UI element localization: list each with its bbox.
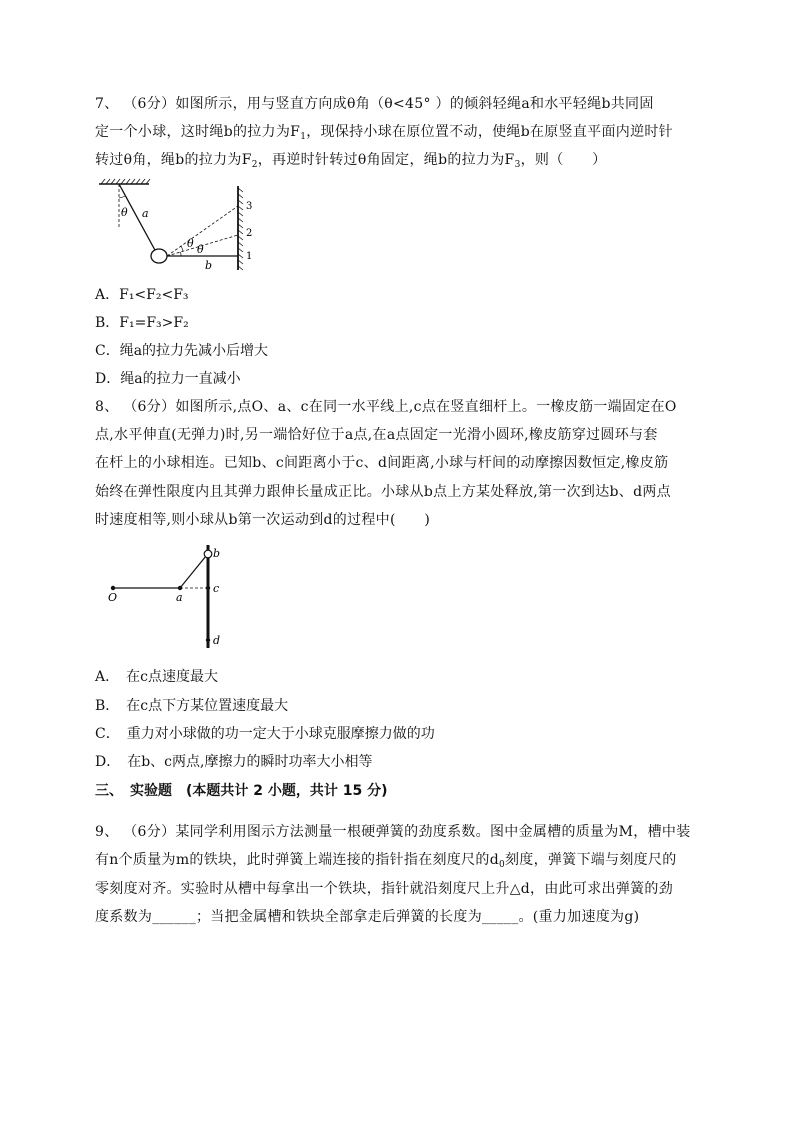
q9-stem-line-2: [95, 850, 677, 875]
q8-option-d: D． 在b、c两点,摩擦力的瞬时功率大小相等: [95, 754, 373, 770]
q7-stem-line-2: [95, 122, 673, 147]
q7-option-b: B．F₁=F₃>F₂: [95, 315, 189, 331]
subscript: 3: [514, 160, 521, 170]
q8-figure: [100, 540, 240, 652]
q8-option-b: B． 在c点下方某位置速度最大: [95, 698, 289, 714]
q7-option-d: D．绳a的拉力一直减小: [95, 371, 241, 387]
q8-stem-line-1: 8、 （6分）如图所示,点O、a、c在同一水平线上,c点在竖直细杆上。一橡皮筋一端固定在O: [95, 399, 677, 415]
theta-label: θ: [187, 237, 194, 250]
subscript: 1: [300, 132, 307, 142]
q8-option-a: A． 在c点速度最大: [95, 669, 218, 685]
point-c: [206, 586, 210, 590]
label-d: d: [213, 634, 221, 647]
q7-option-a: A．F₁<F₂<F₃: [95, 287, 189, 303]
label-O: O: [108, 591, 118, 604]
theta-label: θ: [197, 243, 204, 256]
q9-stem-line-3: 零刻度对齐。实验时从槽中每拿出一个铁块，指针就沿刻度尺上升△d，由此可求出弹簧的劲: [95, 881, 674, 897]
q8-stem-line-2: 点,水平伸直(无弹力)时,另一端恰好位于a点,在a点固定一光滑小圆环,橡皮筋穿过圆环与套: [95, 427, 658, 443]
q7-text: ，再逆时针转过θ角固定，绳b的拉力为F: [257, 152, 515, 168]
angle-arc: [119, 196, 125, 198]
q7-figure: [95, 178, 265, 274]
q7-text: ，则（ ）: [520, 152, 607, 168]
q7-stem-line-1: 7、 （6分）如图所示，用与竖直方向成θ角（θ<45° ）的倾斜轻绳a和水平轻绳b共同固: [95, 96, 654, 112]
point-O: [111, 586, 115, 590]
theta-label: θ: [121, 206, 128, 219]
rope-a-label: a: [142, 207, 149, 220]
subscript: 2: [251, 160, 258, 170]
q9-stem-line-1: 9、 （6分）某同学利用图示方法测量一根硬弹簧的劲度系数。图中金属槽的质量为M，槽中装: [95, 824, 691, 840]
q9-text: 刻度，弹簧下端与刻度尺的: [504, 852, 677, 868]
label-a: a: [176, 591, 183, 604]
label-c: c: [213, 582, 220, 595]
q7-stem-line-3: [95, 150, 606, 175]
q8-stem-line-5: 时速度相等,则小球从b第一次运动到d的过程中( ): [95, 512, 431, 528]
q8-option-c: C． 重力对小球做的功一定大于小球克服摩擦力做的功: [95, 726, 435, 742]
ball-b: [204, 550, 212, 558]
position-label-1: 1: [246, 251, 253, 262]
ball: [151, 249, 167, 263]
rubber-band-to-ball: [180, 556, 206, 588]
rope-b-label: b: [205, 259, 213, 272]
point-d: [206, 638, 210, 642]
q9-text: 有n个质量为m的铁块，此时弹簧上端连接的指针指在刻度尺的d: [95, 852, 499, 868]
q7-option-c: C．绳a的拉力先减小后增大: [95, 343, 269, 359]
q7-text: 定一个小球，这时绳b的拉力为F: [95, 124, 301, 140]
angle-arc: [181, 246, 183, 252]
q8-stem-line-4: 始终在弹性限度内且其弹力跟伸长量成正比。小球从b点上方某处释放,第一次到达b、d两点: [95, 484, 671, 500]
label-b: b: [213, 547, 221, 560]
q7-text: ，现保持小球在原位置不动，使绳b在原竖直平面内逆时针: [306, 124, 673, 140]
section-heading: 三、 实验题 (本题共计 2 小题，共计 15 分): [95, 783, 388, 799]
position-label-3: 3: [246, 201, 253, 212]
q8-stem-line-3: 在杆上的小球相连。已知b、c间距离小于c、d间距离,小球与杆间的动摩擦因数恒定,橡皮筋: [95, 455, 669, 471]
ring-a: [178, 586, 182, 590]
position-label-2: 2: [246, 228, 253, 239]
subscript: 0: [498, 860, 505, 870]
q7-text: 转过θ角，绳b的拉力为F: [95, 152, 252, 168]
q9-stem-line-4: 度系数为______；当把金属槽和铁块全部拿走后弹簧的长度为_____。(重力加速度为g): [95, 909, 640, 925]
